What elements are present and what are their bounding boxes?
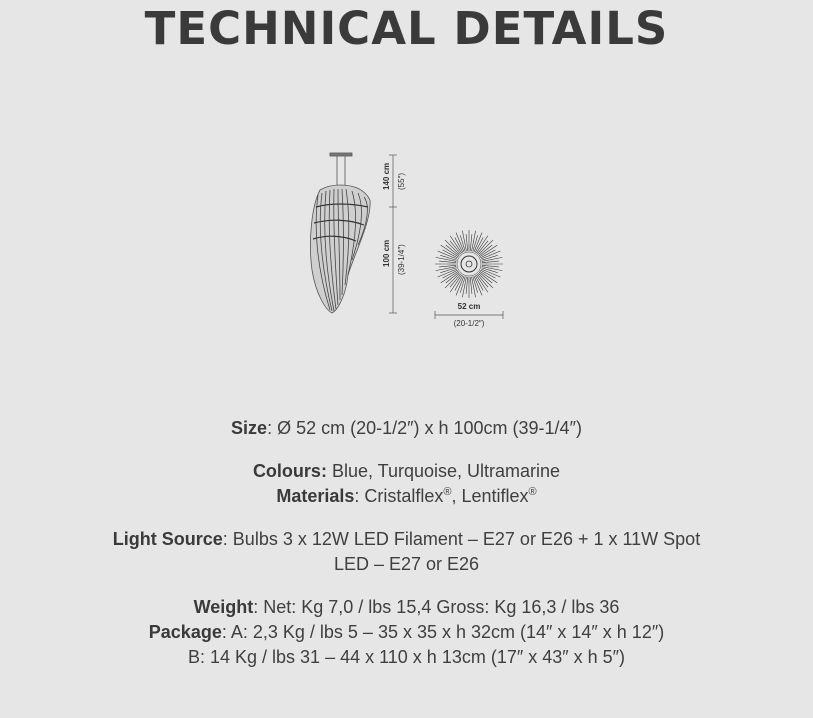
top-view-illustration xyxy=(435,230,503,298)
burst-ray xyxy=(482,261,499,263)
burst-ray xyxy=(466,277,468,294)
materials-label: Materials xyxy=(276,486,355,506)
size-value: : Ø 52 cm (20-1/2″) x h 100cm (39-1/4″) xyxy=(267,418,582,438)
height-top-inches: (55″) xyxy=(397,172,406,190)
burst-ray xyxy=(482,265,499,267)
registered-mark: ® xyxy=(443,486,452,498)
width-label: 52 cm xyxy=(457,302,481,311)
burst-ray xyxy=(446,272,459,283)
burst-ray xyxy=(477,241,488,254)
weight-label: Weight xyxy=(193,597,254,617)
light-source-label: Light Source xyxy=(112,529,223,549)
light-source-line xyxy=(110,527,703,577)
page-title: TECHNICAL DETAILS xyxy=(144,2,669,55)
size-label: Size xyxy=(231,418,268,438)
burst-ray xyxy=(446,245,459,256)
burst-ray xyxy=(479,245,492,256)
burst-ray xyxy=(470,277,472,294)
burst-ray xyxy=(450,274,461,287)
colours-value: Blue, Turquoise, Ultramarine xyxy=(326,461,561,481)
weight-value: : Net: Kg 7,0 / lbs 15,4 Gross: Kg 16,3 / lbs 36 xyxy=(253,597,620,617)
burst-ray xyxy=(439,261,456,263)
weight-package-block xyxy=(110,595,703,670)
burst-ray xyxy=(450,241,461,254)
technical-drawing xyxy=(290,145,530,335)
specifications xyxy=(110,416,703,670)
package-value: : A: 2,3 Kg / lbs 5 – 35 x 35 x h 32cm (14″ x 14″ x h 12″) xyxy=(221,622,665,642)
height-body-inches: (39-1/4″) xyxy=(397,244,406,275)
materials-value-1: : Cristalflex xyxy=(354,486,444,506)
burst-ray xyxy=(479,272,492,283)
height-body-label: 100 cm xyxy=(382,239,391,267)
colours-label: Colours: xyxy=(252,461,327,481)
burst-ray xyxy=(470,234,472,251)
height-top-label: 140 cm xyxy=(382,162,391,190)
burst-ray xyxy=(466,234,468,251)
side-view-illustration xyxy=(310,153,370,313)
width-inches: (20-1/2″) xyxy=(453,319,485,328)
colours-materials-block xyxy=(110,459,703,509)
materials-value-2: , Lentiflex xyxy=(451,486,529,506)
width-dimension xyxy=(435,311,503,319)
size-line xyxy=(110,416,703,441)
burst-ray xyxy=(439,265,456,267)
burst-ray xyxy=(477,274,488,287)
registered-mark: ® xyxy=(528,486,537,498)
package-b-value: B: 14 Kg / lbs 31 – 44 x 110 x h 13cm (17″ x 43″ x h 5″) xyxy=(187,647,626,667)
package-label: Package xyxy=(148,622,222,642)
light-source-value: : Bulbs 3 x 12W LED Filament – E27 or E26 + 1 x 11W Spot LED – E27 or E26 xyxy=(222,529,701,574)
